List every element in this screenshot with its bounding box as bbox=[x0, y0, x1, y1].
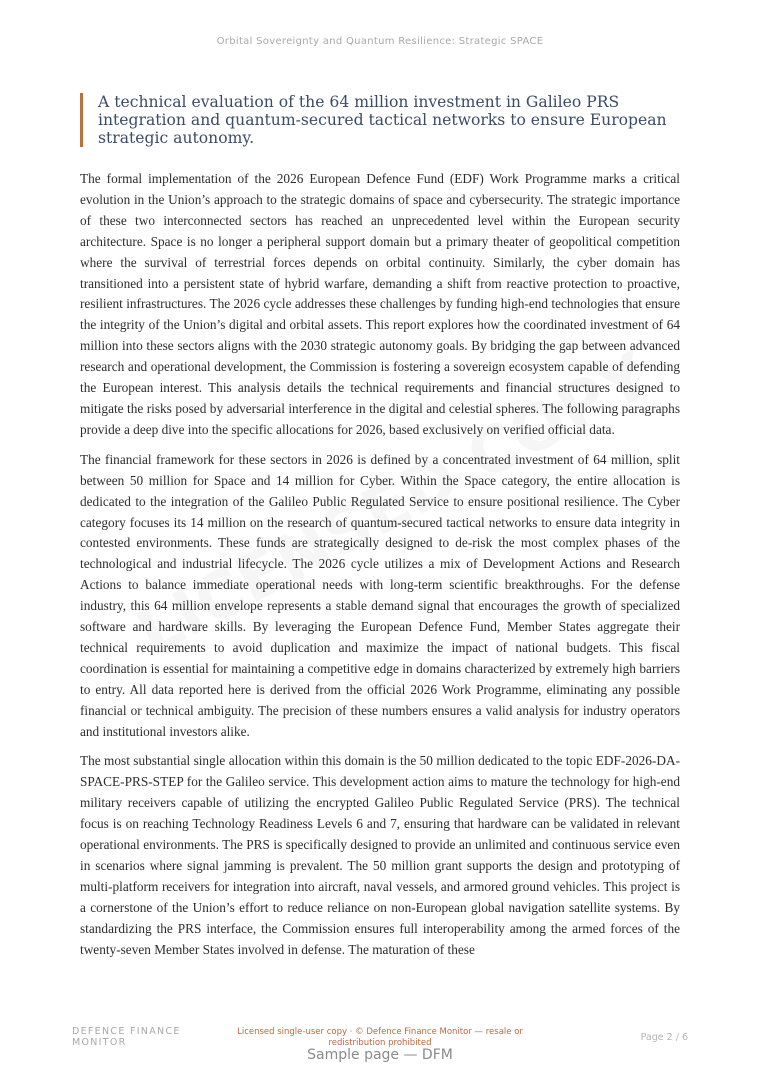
sample-page-label: Sample page — DFM bbox=[307, 1047, 453, 1063]
pullquote: A technical evaluation of the 64 million investment in Galileo PRS integration and quantum-secured tactical networks to ensure European strategic autonomy. bbox=[80, 93, 690, 147]
footer-brand: DEFENCE FINANCE MONITOR bbox=[72, 1026, 181, 1048]
body-text bbox=[80, 169, 680, 970]
body-paragraph: The formal implementation of the 2026 European Defence Fund (EDF) Work Programme marks a critical evolution in the Union’s approach to the strategic domains of space and cybersecurity. The strategic importance of these two interconnected sectors has reached an unprecedented level within the European security architecture. Space is no longer a peripheral support domain but a primary theater of geopolitical competition where the survival of terrestrial forces depends on orbital continuity. Similarly, the cyber domain has transitioned into a persistent state of hybrid warfare, demanding a shift from reactive protection to proactive, resilient infrastructures. The 2026 cycle addresses these challenges by funding high-end technologies that ensure the integrity of the Union’s digital and orbital assets. This report explores how the coordinated investment of 64 million into these sectors aligns with the 2030 strategic autonomy goals. By bridging the gap between advanced research and operational development, the Commission is fostering a sovereign ecosystem capable of defending the European interest. This analysis details the technical requirements and financial structures designed to mitigate the risks posed by adversarial interference in the digital and celestial spheres. The following paragraphs provide a deep dive into the specific allocations for 2026, based exclusively on verified official data. bbox=[80, 171, 680, 437]
running-header: Orbital Sovereignty and Quantum Resilience: Strategic SPACE bbox=[216, 36, 544, 47]
page-number: Page 2 / 6 bbox=[640, 1032, 688, 1043]
body-paragraph: The financial framework for these sectors in 2026 is defined by a concentrated investment of 64 million, split between 50 million for Space and 14 million for Cyber. Within the Space category, the entire allocation is dedicated to the integration of the Galileo Public Regulated Service to ensure positional resilience. The Cyber category focuses its 14 million on the research of quantum-secured tactical networks to ensure data integrity in contested environments. These funds are strategically designed to de-risk the most complex phases of the technological and industrial lifecycle. The 2026 cycle utilizes a mix of Development Actions and Research Actions to balance immediate operational needs with long-term scientific breakthroughs. For the defense industry, this 64 million envelope represents a stable demand signal that encourages the growth of specialized software and hardware skills. By leveraging the European Defence Fund, Member States aggregate their technical requirements to avoid duplication and maximize the impact of national budgets. This fiscal coordination is essential for maintaining a competitive edge in domains characterized by extremely high barriers to entry. All data reported here is derived from the official 2026 Work Programme, eliminating any possible financial or technical ambiguity. The precision of these numbers ensures a valid analysis for industry operators and institutional investors alike. bbox=[80, 451, 680, 739]
footer-license-notice: Licensed single-user copy · © Defence Finance Monitor — resale or redistribution prohibited bbox=[237, 1027, 523, 1048]
body-paragraph: The most substantial single allocation within this domain is the 50 million dedicated to the topic EDF-2026-DA-SPACE-PRS-STEP for the Galileo service. This development action aims to mature the technology for high-end military receivers capable of utilizing the encrypted Galileo Public Regulated Service (PRS). The technical focus is on reaching Technology Readiness Levels 6 and 7, ensuring that hardware can be validated in relevant operational environments. The PRS is specifically designed to provide an unlimited and continuous service even in scenarios where signal jamming is prevalent. The 50 million grant supports the design and prototyping of multi-platform receivers for integration into aircraft, naval vessels, and armored ground vehicles. This project is a cornerstone of the Union’s effort to reduce reliance on non-European global navigation satellite systems. By standardizing the PRS interface, the Commission ensures full interoperability among the armed forces of the twenty-seven Member States involved in defense. The maturation of these bbox=[80, 753, 680, 957]
